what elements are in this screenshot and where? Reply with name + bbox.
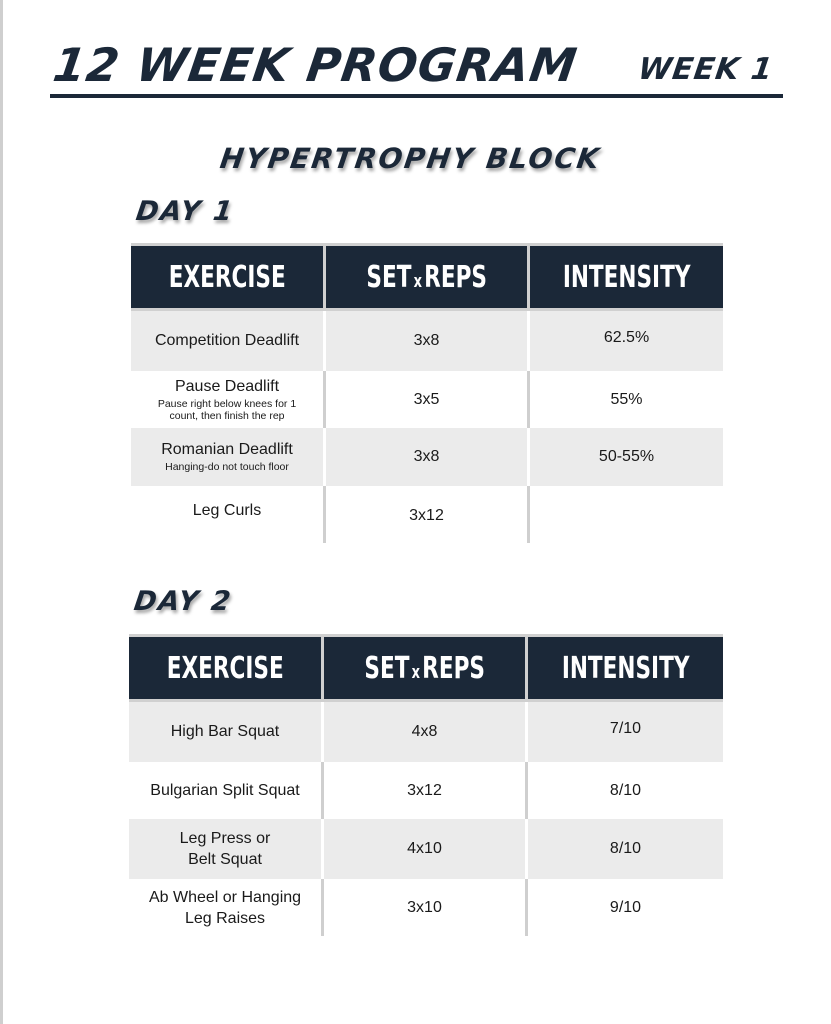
header-exercise: EXERCISE: [129, 637, 321, 699]
header-intensity: INTENSITY: [528, 637, 723, 699]
intensity-cell: 9/10: [609, 898, 642, 916]
day2-table: [129, 634, 723, 936]
table-row: [131, 486, 723, 543]
exercise-cell: Romanian Deadlift Hanging-do not touch floor: [161, 441, 293, 473]
program-title: 12 WEEK PROGRAM: [50, 38, 581, 92]
sets-cell: 3x12: [407, 781, 442, 799]
header-intensity: INTENSITY: [530, 246, 723, 308]
header-divider: [50, 94, 783, 98]
week-label: WEEK 1: [636, 52, 776, 87]
day1-table-header: [131, 243, 723, 311]
header-set-reps: SET xREPS: [324, 637, 525, 699]
day1-table: [131, 243, 723, 543]
exercise-cell: Bulgarian Split Squat: [150, 781, 300, 799]
table-row: [129, 879, 723, 936]
intensity-cell: 8/10: [609, 840, 642, 857]
sets-cell: 3x10: [407, 898, 442, 916]
exercise-cell: Ab Wheel or Hanging Leg Raises: [148, 888, 302, 927]
sets-cell: 3x5: [413, 390, 440, 408]
day2-title: DAY 2: [132, 586, 235, 617]
sets-cell: 4x8: [411, 723, 438, 740]
day2-table-header: [129, 634, 723, 702]
intensity-cell: 50-55%: [598, 448, 655, 465]
page-edge: [0, 0, 3, 1024]
intensity-cell: 55%: [610, 390, 643, 408]
header-exercise: EXERCISE: [131, 246, 323, 308]
intensity-cell: 7/10: [609, 720, 642, 737]
table-row: [131, 371, 723, 428]
intensity-cell: [530, 486, 723, 543]
table-row: [131, 311, 723, 371]
exercise-cell: High Bar Squat: [170, 723, 280, 740]
block-title: HYPERTROPHY BLOCK: [218, 142, 603, 175]
table-row: [129, 819, 723, 879]
exercise-cell: Pause Deadlift Pause right below knees for 1 count, then finish the rep: [157, 377, 297, 422]
exercise-cell: Competition Deadlift: [154, 332, 300, 349]
table-row: [129, 702, 723, 762]
table-row: [129, 762, 723, 819]
table-row: [131, 428, 723, 486]
intensity-cell: 62.5%: [603, 329, 650, 346]
sets-cell: 3x8: [413, 448, 440, 465]
day1-title: DAY 1: [134, 196, 237, 227]
exercise-cell: Leg Press or Belt Squat: [179, 830, 271, 868]
intensity-cell: 8/10: [609, 781, 642, 799]
sets-cell: 4x10: [407, 840, 442, 857]
sets-cell: 3x12: [409, 506, 444, 524]
exercise-cell: Leg Curls: [192, 501, 262, 519]
sets-cell: 3x8: [413, 332, 440, 349]
header-set-reps: SET xREPS: [326, 246, 527, 308]
